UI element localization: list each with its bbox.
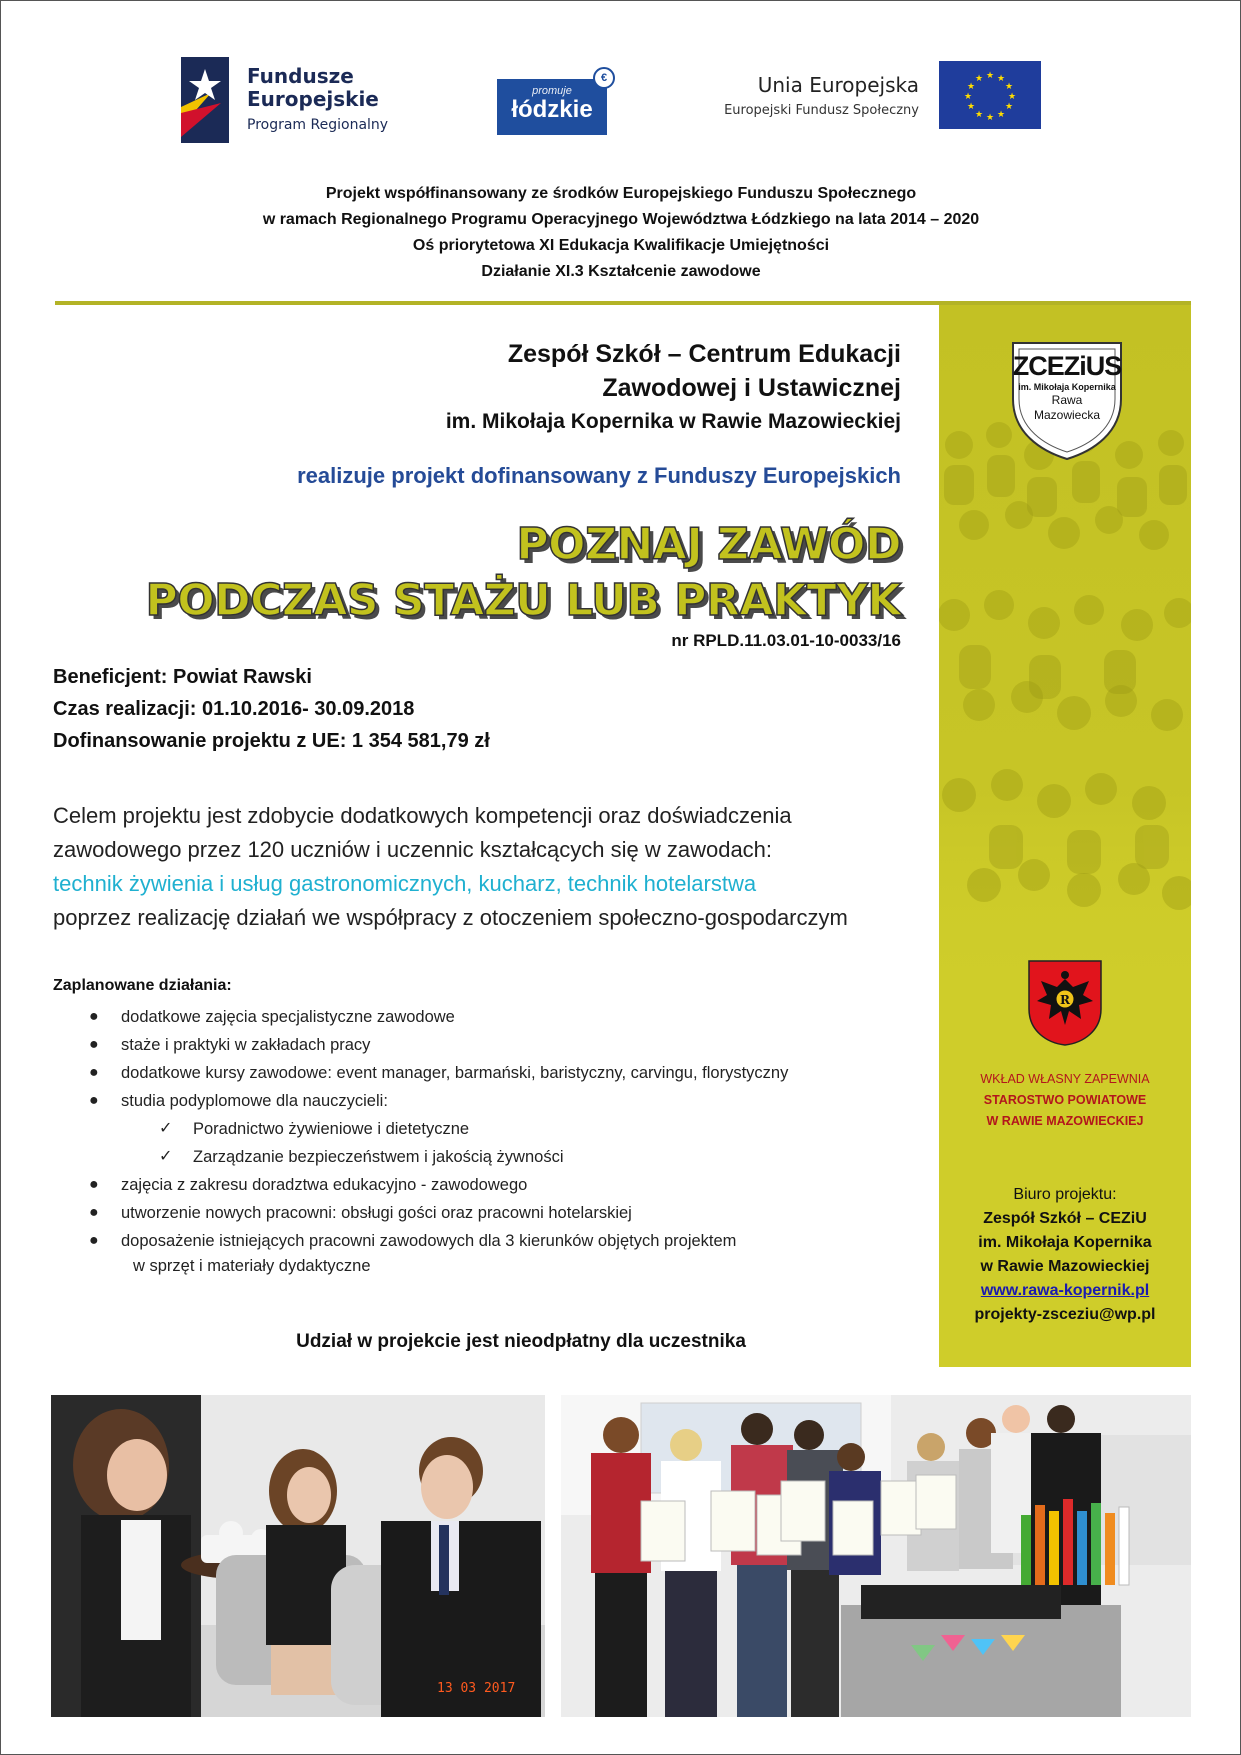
plan-item-text: dodatkowe kursy zawodowe: event manager, barmański, baristyczny, carvingu, florystyczny xyxy=(121,1064,789,1082)
unia-europejska-logo-text xyxy=(691,73,919,118)
biuro-title: Biuro projektu: xyxy=(1013,1186,1117,1203)
website-link[interactable]: www.rawa-kopernik.pl xyxy=(980,1282,1150,1299)
crest-sub3: Mazowiecka xyxy=(1033,408,1101,422)
plan-item-text: dodatkowe zajęcia specjalistyczne zawodowe xyxy=(121,1008,455,1026)
fe-line2: Europejskie xyxy=(247,87,379,111)
biuro-line2: im. Mikołaja Kopernika xyxy=(978,1234,1152,1251)
svg-text:★: ★ xyxy=(996,110,1006,120)
euro-circle-icon: € xyxy=(593,67,615,89)
photo-group-certificates-image xyxy=(561,1395,1191,1717)
bullet-icon: ● xyxy=(89,1092,99,1109)
svg-text:★: ★ xyxy=(985,113,995,123)
photo-group-certificates xyxy=(561,1395,1191,1717)
project-goal xyxy=(53,799,933,935)
list-item xyxy=(89,1059,929,1087)
school-name xyxy=(201,337,901,439)
header-line3: Oś priorytetowa XI Edukacja Kwalifikacje Umiejętności xyxy=(412,237,830,254)
plan-list xyxy=(89,1003,929,1277)
school-line2: Zawodowej i Ustawicznej xyxy=(602,374,901,402)
project-number: nr RPLD.11.03.01-10-0033/16 xyxy=(671,631,901,650)
coat-of-arms-icon xyxy=(1027,959,1103,1047)
list-subitem xyxy=(89,1115,929,1143)
cel-line3-professions: technik żywienia i usług gastronomicznych, kucharz, technik hotelarstwa xyxy=(53,871,757,896)
list-item xyxy=(89,1087,929,1115)
fundusze-europejskie-logo xyxy=(181,57,401,145)
czas-realizacji: Czas realizacji: 01.10.2016- 30.09.2018 xyxy=(53,698,415,720)
wklad-line1: WKŁAD WŁASNY ZAPEWNIA xyxy=(980,1072,1150,1086)
header-line2: w ramach Regionalnego Programu Operacyjnego Województwa Łódzkiego na lata 2014 – 2020 xyxy=(262,211,980,228)
svg-text:★: ★ xyxy=(963,92,973,102)
crest-main: ZCEZiUS xyxy=(1012,351,1122,381)
plan-item-text: staże i praktyki w zakładach pracy xyxy=(121,1036,371,1054)
photo-students-serving-image xyxy=(51,1395,545,1717)
title-line2: PODCZAS STAŻU LUB PRAKTYK xyxy=(145,575,901,626)
header-line1: Projekt współfinansowany ze środków Europejskiego Funduszu Społecznego xyxy=(325,185,917,202)
title-line1: POZNAJ ZAWÓD xyxy=(516,519,901,570)
school-crest xyxy=(1007,337,1127,461)
photo-date-stamp: 13 03 2017 xyxy=(437,1681,516,1696)
photo-students-serving xyxy=(51,1395,545,1717)
cel-line4: poprzez realizację działań we współpracy z otoczeniem społeczno-gospodarczym xyxy=(53,905,848,930)
list-item xyxy=(89,1199,929,1227)
dofinansowanie: Dofinansowanie projektu z UE: 1 354 581,79 zł xyxy=(53,730,490,752)
svg-text:★: ★ xyxy=(985,71,995,81)
svg-text:★: ★ xyxy=(966,82,976,92)
wklad-line2: STAROSTWO POWIATOWE xyxy=(983,1093,1147,1107)
plan-item-text: zajęcia z zakresu doradztwa edukacyjno - zawodowego xyxy=(121,1176,528,1194)
biuro-line3: w Rawie Mazowieckiej xyxy=(980,1258,1150,1275)
plan-subitem-text: Zarządzanie bezpieczeństwem i jakością żywności xyxy=(193,1148,564,1166)
bullet-icon: ● xyxy=(89,1204,99,1221)
project-office xyxy=(945,1183,1185,1327)
checkmark-icon: ✓ xyxy=(159,1148,173,1165)
plan-item-text: studia podyplomowe dla nauczycieli: xyxy=(121,1092,388,1110)
plan-item-text: doposażenie istniejących pracowni zawodowych dla 3 kierunków objętych projektem xyxy=(121,1232,737,1250)
crest-sub2: Rawa xyxy=(1051,393,1083,407)
list-item xyxy=(89,1031,929,1059)
wklad-line3: W RAWIE MAZOWIECKIEJ xyxy=(986,1114,1144,1128)
lodzkie-logo xyxy=(497,67,615,135)
svg-text:★: ★ xyxy=(1004,102,1014,112)
list-item xyxy=(89,1171,929,1199)
project-title xyxy=(121,517,901,629)
fe-flag-icon xyxy=(181,57,229,143)
plan-item-text: utworzenie nowych pracowni: obsługi gości oraz pracowni hotelarskiej xyxy=(121,1204,632,1222)
biuro-line1: Zespół Szkół – CEZiU xyxy=(983,1210,1147,1227)
lodzkie-big: łódzkie xyxy=(511,96,593,123)
checkmark-icon: ✓ xyxy=(159,1120,173,1137)
fe-line1: Fundusze xyxy=(247,64,354,88)
fe-line3: Program Regionalny xyxy=(247,117,389,133)
plan-title: Zaplanowane działania: xyxy=(53,977,232,994)
beneficjent: Beneficjent: Powiat Rawski xyxy=(53,666,312,688)
cel-line1: Celem projektu jest zdobycie dodatkowych kompetencji oraz doświadczenia xyxy=(53,803,792,828)
project-info xyxy=(53,661,753,757)
crest-sub1: im. Mikołaja Kopernika xyxy=(1018,382,1116,392)
bullet-icon: ● xyxy=(89,1064,99,1081)
project-subtitle: realizuje projekt dofinansowany z Funduszy Europejskich xyxy=(297,463,901,488)
email-address[interactable]: projekty-zsceziu@wp.pl xyxy=(974,1306,1156,1323)
funding-header xyxy=(61,181,1181,285)
free-participation-note: Udział w projekcie jest nieodpłatny dla uczestnika xyxy=(296,1331,746,1352)
svg-text:★: ★ xyxy=(974,74,984,84)
bullet-icon: ● xyxy=(89,1232,99,1249)
ue-line2: Europejski Fundusz Społeczny xyxy=(724,103,919,118)
svg-text:★: ★ xyxy=(1007,92,1017,102)
svg-text:★: ★ xyxy=(966,102,976,112)
list-item xyxy=(89,1227,929,1277)
own-contribution-note xyxy=(945,1069,1185,1132)
school-line3: im. Mikołaja Kopernika w Rawie Mazowieckiej xyxy=(445,410,901,433)
list-subitem xyxy=(89,1143,929,1171)
eu-flag-icon xyxy=(939,61,1041,129)
svg-text:★: ★ xyxy=(996,74,1006,84)
svg-text:R: R xyxy=(1060,993,1070,1007)
list-item xyxy=(89,1003,929,1031)
lodzkie-small: promuje xyxy=(532,85,572,97)
svg-text:★: ★ xyxy=(1004,82,1014,92)
cel-line2: zawodowego przez 120 uczniów i uczennic kształcących się w zawodach: xyxy=(53,837,773,862)
svg-text:★: ★ xyxy=(974,110,984,120)
bullet-icon: ● xyxy=(89,1008,99,1025)
bullet-icon: ● xyxy=(89,1176,99,1193)
plan-subitem-text: Poradnictwo żywieniowe i dietetyczne xyxy=(193,1120,470,1138)
school-line1: Zespół Szkół – Centrum Edukacji xyxy=(507,340,901,368)
ue-line1: Unia Europejska xyxy=(757,73,919,97)
bullet-icon: ● xyxy=(89,1036,99,1053)
header-line4: Działanie XI.3 Kształcenie zawodowe xyxy=(481,263,761,280)
plan-item-cont: w sprzęt i materiały dydaktyczne xyxy=(133,1257,371,1275)
